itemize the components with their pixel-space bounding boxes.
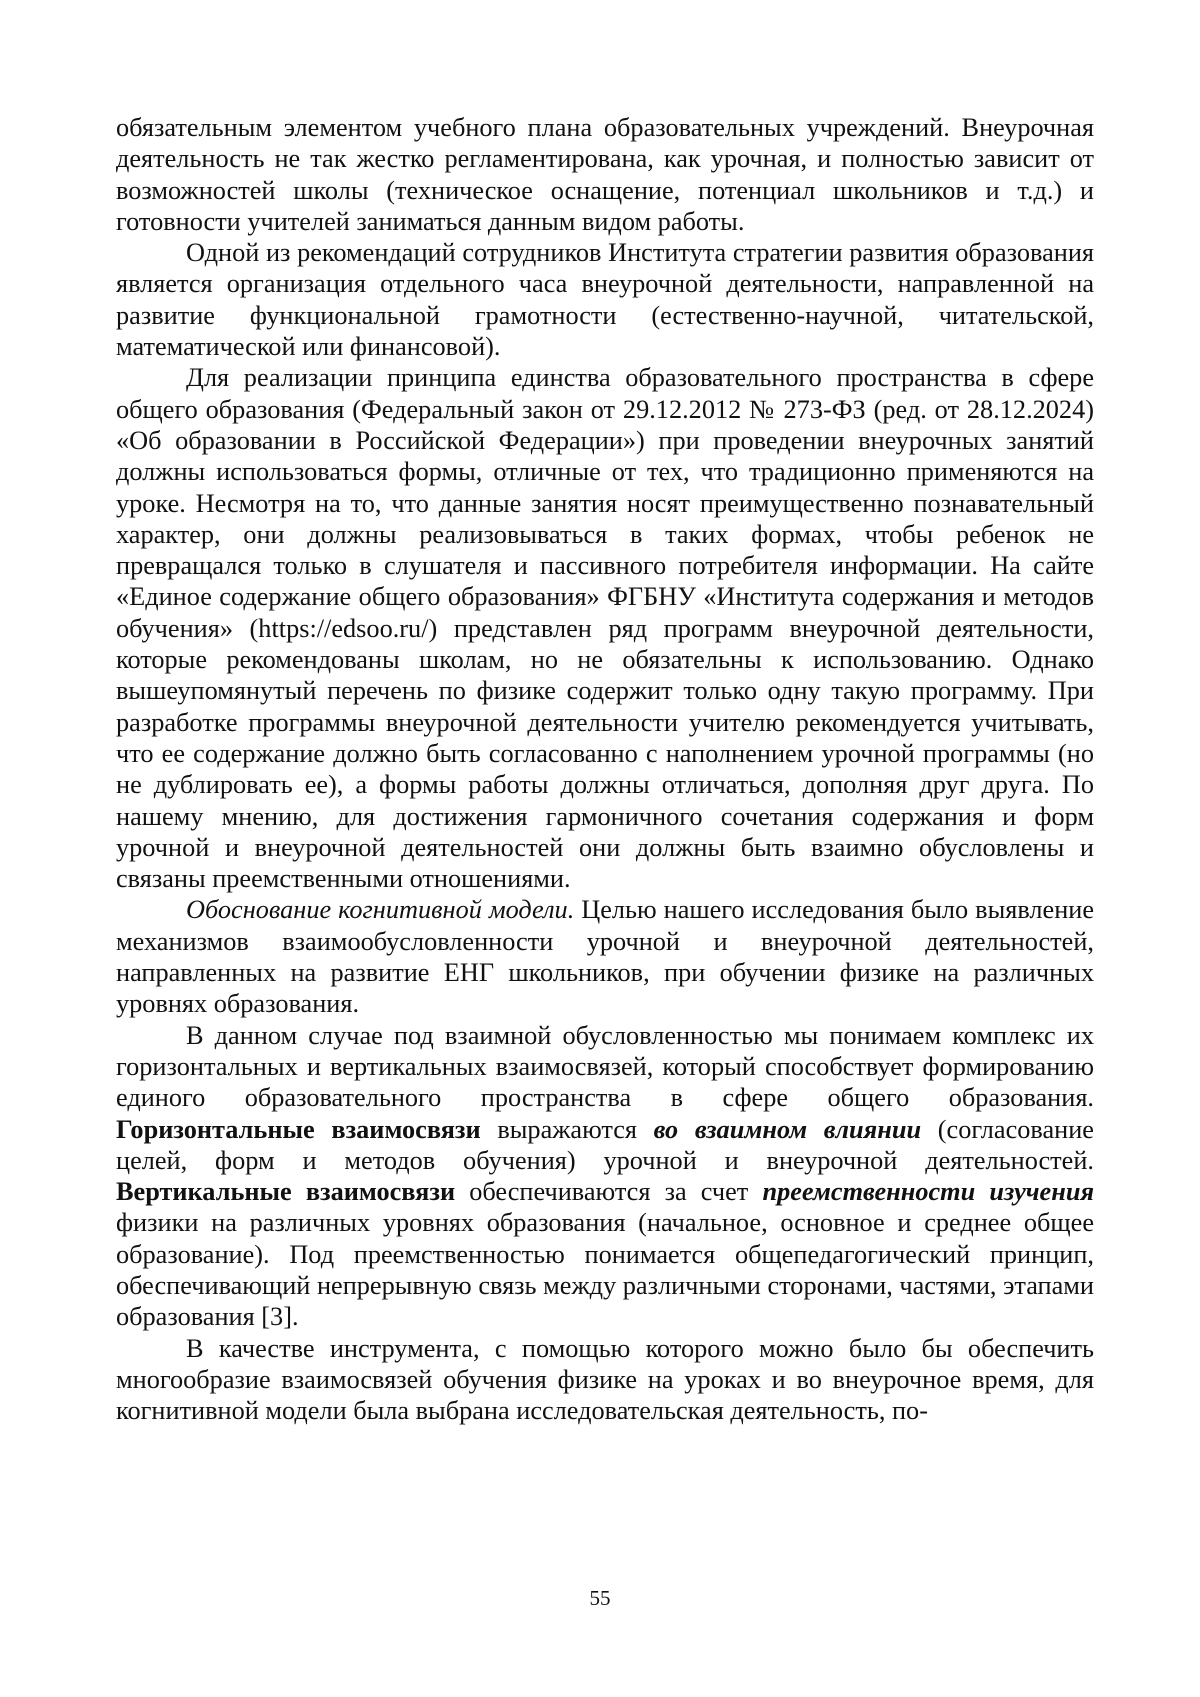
p5-text-4: обеспечиваются за счет <box>455 1177 763 1207</box>
p5-text-2: выражаются <box>480 1114 654 1144</box>
p5-text-5: физики на различных уровнях образования (начальное, основное и среднее общее образование). Под преемственностью понимается общепедагогический принцип, обеспечивающий непрерывную связь между различными сторонами, частями, этапами образования [3]. <box>116 1208 1094 1332</box>
page-number: 55 <box>589 1586 611 1610</box>
paragraph-4-text: Целью нашего исследования было выявление механизмов взаимообусловленности урочной и внеурочной деятельностей, направленных на развитие ЕНГ школьников, при обучении физике на различных уровнях образования. <box>116 895 1095 1019</box>
paragraph-2: Одной из рекомендаций сотрудников Института стратегии развития образования является организация отдельного часа внеурочной деятельности, направленной на развитие функциональной грамотности (естественно-научной, читательской, математической или финансовой). <box>116 238 1094 362</box>
paragraph-4 <box>116 894 1094 1019</box>
body-text <box>116 112 1094 1426</box>
bold-italic-mutual-influence: во взаимном влиянии <box>653 1114 922 1144</box>
section-lead-italic: Обоснование когнитивной модели. <box>186 895 575 925</box>
bold-term-horizontal: Горизонтальные взаимосвязи <box>116 1114 481 1144</box>
paragraph-3: Для реализации принципа единства образовательного пространства в сфере общего образования (Федеральный закон от 29.12.2012 № 273-ФЗ (ред. от 28.12.2024) «Об образовании в Российской Федерации») при проведении внеурочных занятий должны использоваться формы, отличные от тех, что традиционно применяются на уроке. Несмотря на то, что данные занятия носят преимущественно познавательный характер, они должны реализовываться в таких формах, чтобы ребенок не превращался только в слушателя и пассивного потребителя информации. На сайте «Единое содержание общего образования» ФГБНУ «Института содержания и методов обучения» (https://edsoo.ru/) представлен ряд программ внеурочной деятельности, которые рекомендованы школам, но не обязательны к использованию. Однако вышеупомянутый перечень по физике содержит только одну такую программу. При разработке программы внеурочной деятельности учителю рекомендуется учитывать, что ее содержание должно быть согласованно с наполнением урочной программы (но не дублировать ее), а формы работы должны отличаться, дополняя друг друга. По нашему мнению, для достижения гармоничного сочетания содержания и форм урочной и внеурочной деятельностей они должны быть взаимно обусловлены и связаны преемственными отношениями. <box>116 363 1094 894</box>
paragraph-6: В качестве инструмента, с помощью которого можно было бы обеспечить многообразие взаимосвязей обучения физике на уроках и во внеурочное время, для когнитивной модели была выбрана исследовательская деятельность, по- <box>116 1333 1094 1426</box>
paragraph-5 <box>116 1020 1094 1333</box>
p5-text-1: В данном случае под взаимной обусловленностью мы понимаем комплекс их горизонтальных и вертикальных взаимосвязей, который способствует формированию единого образовательного пространства в сфере общего образования. <box>116 1020 1094 1113</box>
paragraph-1: обязательным элементом учебного плана образовательных учреждений. Внеурочная деятельность не так жестко регламентирована, как урочная, и полностью зависит от возможностей школы (техническое оснащение, потенциал школьников и т.д.) и готовности учителей заниматься данным видом работы. <box>116 113 1094 236</box>
p5-text-3: (согласование целей, форм и методов обучения) урочной и внеурочной деятельностей. <box>116 1114 1094 1175</box>
bold-term-vertical: Вертикальные взаимосвязи <box>116 1177 456 1207</box>
bold-italic-continuity: преемственности изучения <box>762 1177 1094 1207</box>
